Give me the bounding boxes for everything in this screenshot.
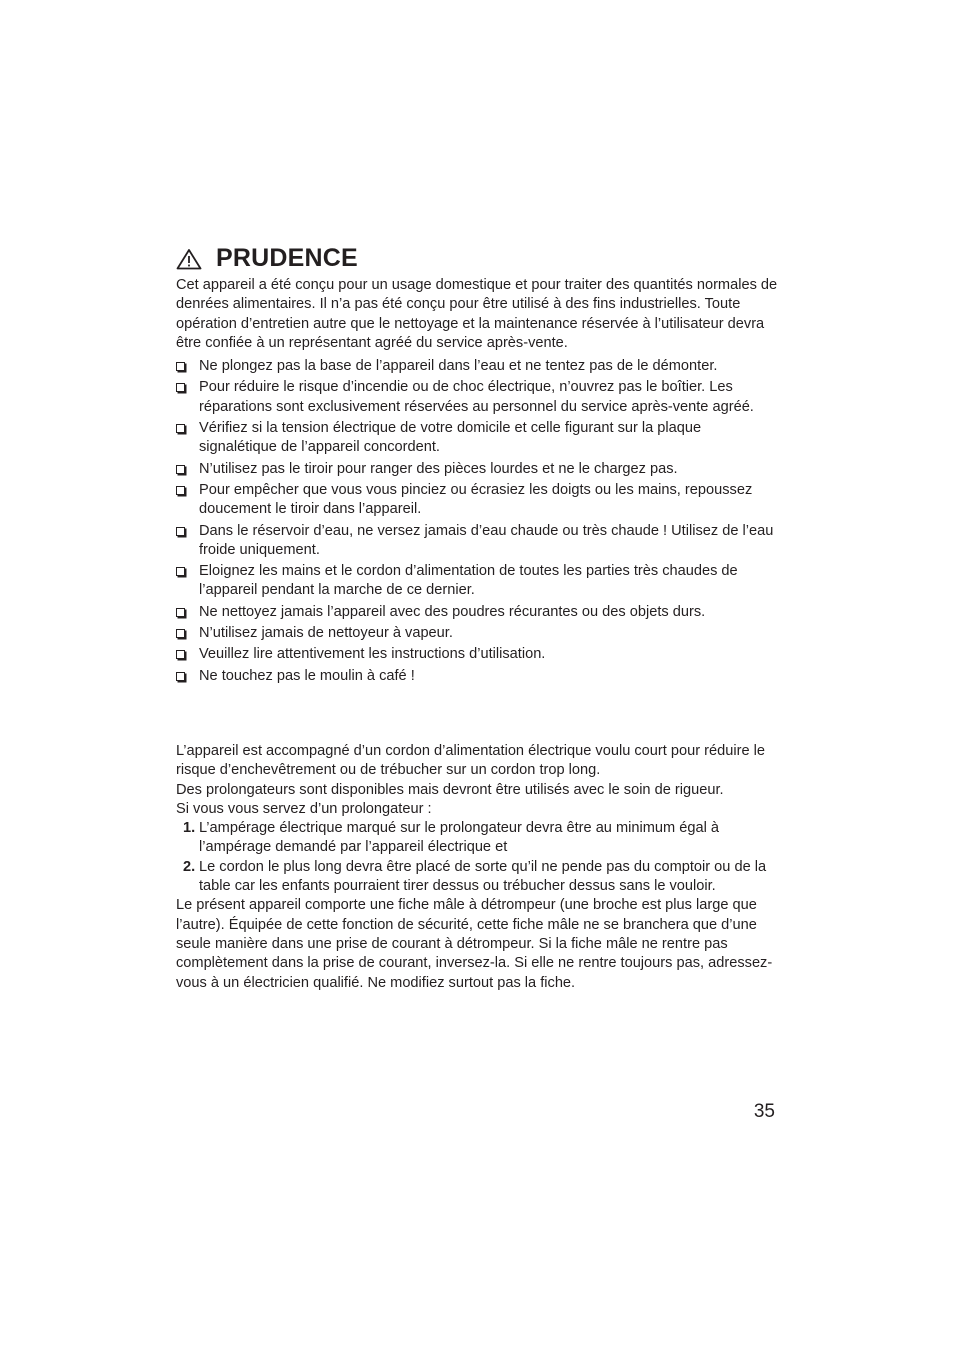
list-item-text: Pour réduire le risque d’incendie ou de choc électrique, n’ouvrez pas le boîtier. Les réparations sont exclusivement réservées au personnel du service après-vente agréé. — [199, 379, 754, 415]
list-item-text: Ne plongez pas la base de l’appareil dans l’eau et ne tentez pas de le démonter. — [199, 358, 718, 375]
checkbox-bullet-icon — [176, 486, 185, 495]
step-number: 1. — [183, 820, 196, 837]
checkbox-bullet-icon — [176, 650, 185, 659]
extension-intro: Si vous vous servez d’un prolongateur : — [176, 800, 432, 817]
page-title: PRUDENCE — [216, 244, 358, 272]
extension-paragraph: Des prolongateurs sont disponibles mais devront être utilisés avec le soin de rigueur. — [176, 781, 724, 798]
caution-list — [176, 357, 778, 686]
checkbox-bullet-icon — [176, 567, 185, 576]
step-text: Le cordon le plus long devra être placé de sorte qu’il ne pende pas du comptoir ou de la table car les enfants pourraient tirer dessus ou trébucher dessus sans le vouloir. — [199, 858, 767, 895]
list-item-text: Vérifiez si la tension électrique de votre domicile et celle figurant sur la plaque signalétique de l’appareil concordent. — [199, 420, 702, 456]
extension-steps — [176, 819, 778, 896]
step-number: 2. — [183, 858, 196, 875]
list-item — [176, 858, 778, 897]
checkbox-bullet-icon — [176, 383, 185, 392]
list-item-text: Eloignez les mains et le cordon d’alimentation de toutes les parties très chaudes de l’appareil pendant la marche de ce dernier. — [199, 563, 738, 599]
list-item-text: Pour empêcher que vous vous pinciez ou écrasiez les doigts ou les mains, repoussez doucement le tiroir dans l’appareil. — [199, 481, 753, 518]
list-item — [176, 522, 778, 561]
list-item — [176, 819, 778, 858]
list-item-text: N’utilisez jamais de nettoyeur à vapeur. — [199, 625, 453, 642]
list-item — [176, 460, 778, 479]
list-item — [176, 357, 778, 376]
cord-paragraph: L’appareil est accompagné d’un cordon d’alimentation électrique voulu court pour réduire le risque d’enchevêtrement ou de trébucher sur un cordon trop long. — [176, 742, 765, 779]
list-item-text: Ne nettoyez jamais l’appareil avec des poudres récurantes ou des objets durs. — [199, 603, 706, 620]
page-number: 35 — [753, 1101, 775, 1122]
checkbox-bullet-icon — [176, 465, 185, 474]
list-item — [176, 624, 778, 643]
intro-paragraph: Cet appareil a été conçu pour un usage domestique et pour traiter des quantités normales de denrées alimentaires. Il n’a pas été conçu pour être utilisé à des fins industrielles. Toute opération d’entretien autre que le nettoyage et la maintenance réservée à l’utilisateur devra être confiée à un représentant agréé du service après-vente. — [176, 277, 778, 351]
list-item — [176, 378, 778, 417]
list-item-text: Veuillez lire attentivement les instructions d’utilisation. — [199, 646, 546, 663]
page-content — [176, 240, 778, 993]
list-item — [176, 562, 778, 601]
list-item — [176, 419, 778, 458]
warning-triangle-icon — [176, 248, 202, 270]
checkbox-bullet-icon — [176, 608, 185, 617]
section-heading — [176, 240, 778, 276]
checkbox-bullet-icon — [176, 672, 185, 681]
step-text: L’ampérage électrique marqué sur le prolongateur devra être au minimum égal à l’ampérage demandé par l’appareil électrique et — [199, 820, 719, 856]
checkbox-bullet-icon — [176, 527, 185, 536]
list-item-text: Ne touchez pas le moulin à café ! — [199, 667, 415, 684]
polarized-plug-paragraph: Le présent appareil comporte une fiche mâle à détrompeur (une broche est plus large que l’autre). Équipée de cette fonction de sécurité, cette fiche mâle ne se branchera que d’une seule manière dans une prise de courant à détrompeur. Si la fiche mâle ne rentre pas complètement dans la prise de courant, inversez-la. Si elle ne rentre toujours pas, adressez-vous à un électricien qualifié. Ne modifiez surtout pas la fiche. — [176, 897, 773, 991]
checkbox-bullet-icon — [176, 424, 185, 433]
checkbox-bullet-icon — [176, 629, 185, 638]
list-item — [176, 603, 778, 622]
checkbox-bullet-icon — [176, 362, 185, 371]
list-item-text: Dans le réservoir d’eau, ne versez jamais d’eau chaude ou très chaude ! Utilisez de l’eau froide uniquement. — [199, 522, 774, 558]
list-item — [176, 481, 778, 520]
extension-cord-section — [176, 742, 778, 993]
list-item — [176, 667, 778, 686]
list-item-text: N’utilisez pas le tiroir pour ranger des pièces lourdes et ne le chargez pas. — [199, 460, 678, 477]
list-item — [176, 645, 778, 664]
